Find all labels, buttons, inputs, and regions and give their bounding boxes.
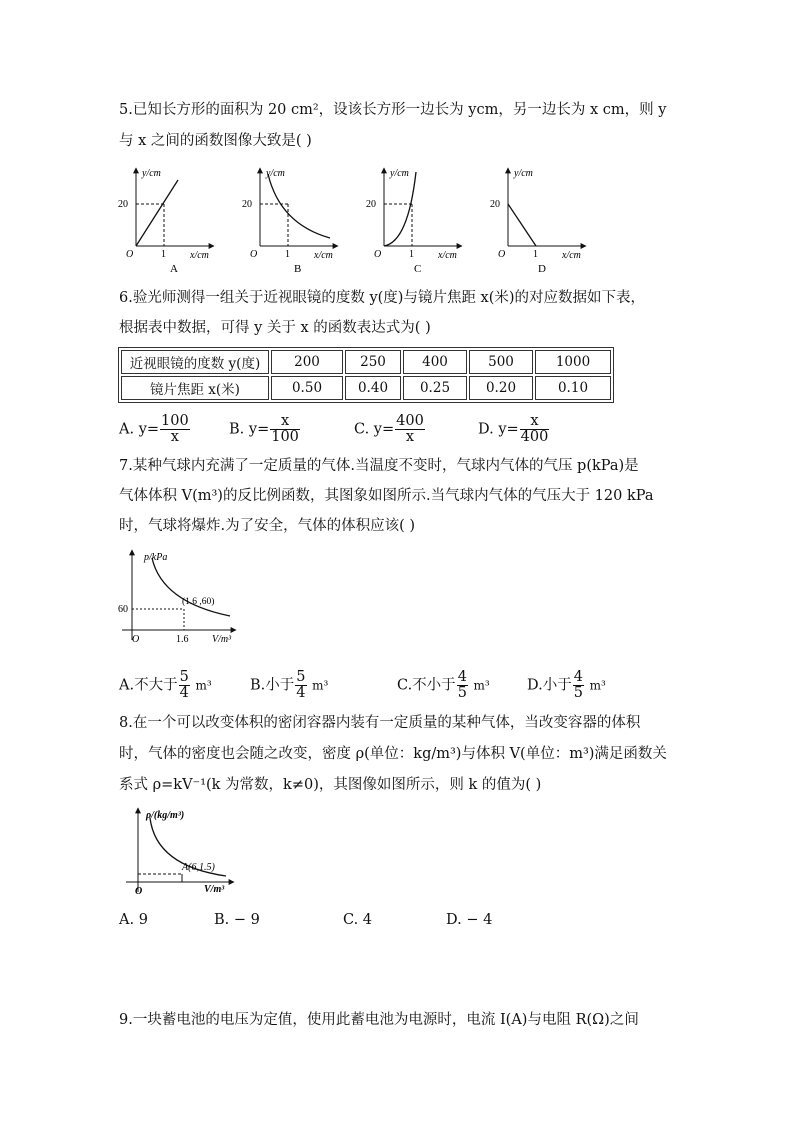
table-cell: 500 [469, 350, 533, 374]
q5-d-origin: O [498, 249, 506, 260]
q5-b-origin: O [250, 249, 258, 260]
q5-a-xaxis-label: x/cm [190, 250, 209, 261]
q5-a-yaxis-label: y/cm [142, 168, 161, 179]
table-row-header: 近视眼镜的度数 y(度) [121, 350, 269, 374]
q5-graph-a [118, 168, 214, 275]
q5-c-ytick: 20 [366, 199, 376, 210]
q5-b-xtick: 1 [285, 249, 290, 260]
q6-line2: 根据表中数据，可得 y 关于 x 的函数表达式为( ) [119, 320, 431, 336]
q7-option-a: A.不大于 $\frac{5}{4}$ m³ [119, 669, 212, 701]
table-cell: 0.25 [403, 376, 467, 400]
table-cell: 0.10 [535, 376, 611, 400]
q6-option-a: A. y= $\frac{100}{x}$ [119, 413, 189, 445]
table-row [121, 376, 611, 400]
q5-option-graphs [118, 162, 588, 280]
q7-line2: 气体体积 V(m³)的反比例函数，其图象如图所示.当气球内气体的气压大于 120 kPa [119, 488, 654, 504]
q5-c-origin: O [374, 249, 382, 260]
q7-pressure-graph [118, 546, 248, 646]
table-cell: 400 [403, 350, 467, 374]
table-cell: 0.50 [271, 376, 343, 400]
q5-b-xaxis-label: x/cm [314, 250, 333, 261]
q5-option-d-label: D [538, 263, 546, 275]
q8-point-label: A(6,1.5) [182, 862, 215, 873]
q5-b-ytick: 20 [242, 199, 252, 210]
q5-c-yaxis-label: y/cm [390, 168, 409, 179]
table-cell: 1000 [535, 350, 611, 374]
q7-option-d: D.小于 $\frac{4}{5}$ m³ [527, 669, 606, 701]
q5-b-yaxis-label: y/cm [266, 168, 285, 179]
q5-line1: 5.已知长方形的面积为 20 cm²，设该长方形一边长为 ycm，另一边长为 x cm，则 y [119, 102, 667, 118]
table-cell: 200 [271, 350, 343, 374]
q8-xaxis-label: V/m³ [204, 884, 225, 895]
table-row [121, 350, 611, 374]
q7-xaxis-label: V/m³ [212, 634, 232, 645]
q5-a-xtick: 1 [161, 249, 166, 260]
q7-ytick: 60 [118, 604, 128, 615]
q5-d-xaxis-label: x/cm [562, 250, 581, 261]
q6-option-c: C. y= $\frac{400}{x}$ [354, 413, 424, 445]
q5-d-xtick: 1 [533, 249, 538, 260]
q7-line3: 时，气球将爆炸.为了安全，气体的体积应该( ) [119, 518, 416, 534]
q5-d-yaxis-label: y/cm [514, 168, 533, 179]
table-cell: 0.20 [469, 376, 533, 400]
q5-a-ytick: 20 [118, 199, 128, 210]
q7-origin: O [132, 634, 140, 645]
q5-graph-c [366, 168, 462, 275]
q8-density-graph [122, 804, 242, 898]
table-row-header: 镜片焦距 x(米) [121, 376, 269, 400]
q5-c-xtick: 1 [409, 249, 414, 260]
q8-option-c: C. 4 [343, 912, 373, 928]
q6-option-b: B. y= $\frac{x}{100}$ [229, 413, 299, 445]
q6-option-d: D. y= $\frac{x}{400}$ [478, 413, 549, 445]
q5-option-c-label: C [414, 263, 422, 275]
q6-data-table [118, 347, 614, 403]
q7-line1: 7.某种气球内充满了一定质量的气体.当温度不变时，气球内气体的气压 p(kPa)是 [119, 458, 639, 474]
q5-a-origin: O [126, 249, 134, 260]
q7-option-b: B.小于 $\frac{5}{4}$ m³ [250, 669, 329, 701]
q7-option-c: C.不小于 $\frac{4}{5}$ m³ [397, 669, 490, 701]
q8-option-b: B. − 9 [214, 912, 260, 928]
q8-origin: O [135, 886, 143, 897]
q5-line2: 与 x 之间的函数图像大致是( ) [119, 133, 312, 149]
q5-c-xaxis-label: x/cm [438, 250, 457, 261]
q8-line3: 系式 ρ=kV⁻¹(k 为常数，k≠0)，其图像如图所示，则 k 的值为( ) [119, 777, 542, 793]
q7-yaxis-label: p/kPa [144, 552, 168, 563]
q6-line1: 6.验光师测得一组关于近视眼镜的度数 y(度)与镜片焦距 x(米)的对应数据如下表， [119, 290, 646, 306]
q5-graph-b [242, 168, 338, 275]
q9-line1: 9.一块蓄电池的电压为定值，使用此蓄电池为电源时，电流 I(A)与电阻 R(Ω)之间 [119, 1012, 639, 1028]
q5-graph-d [490, 168, 586, 275]
q8-line2: 时，气体的密度也会随之改变，密度 ρ(单位：kg/m³)与体积 V(单位：m³)满足函数关 [119, 746, 667, 762]
q8-option-d: D. − 4 [446, 912, 493, 928]
q7-point-label: (1.6 ,60) [182, 597, 215, 607]
q8-line1: 8.在一个可以改变体积的密闭容器内装有一定质量的某种气体，当改变容器的体积 [119, 715, 641, 731]
q7-xtick: 1.6 [176, 634, 189, 645]
q5-d-ytick: 20 [490, 199, 500, 210]
q8-option-a: A. 9 [119, 912, 148, 928]
q8-yaxis-label: ρ/(kg/m³) [146, 810, 185, 821]
table-cell: 0.40 [345, 376, 401, 400]
table-cell: 250 [345, 350, 401, 374]
q5-option-b-label: B [294, 263, 302, 275]
q5-option-a-label: A [170, 263, 178, 275]
